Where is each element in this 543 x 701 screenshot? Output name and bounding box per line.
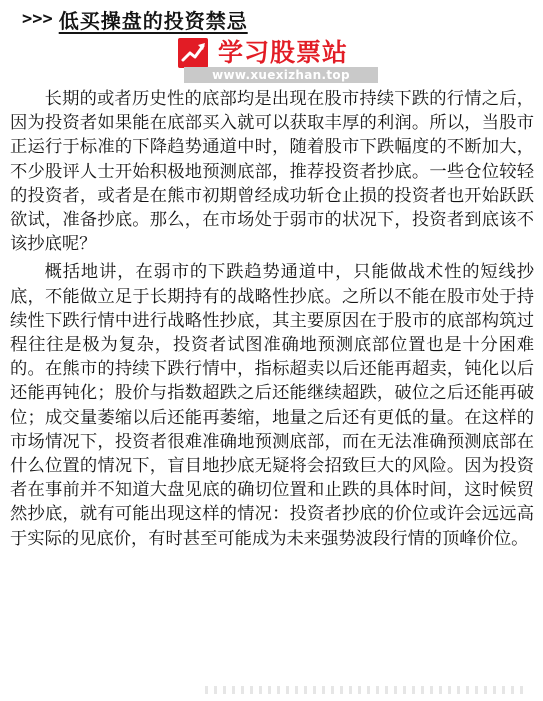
paragraph: 长期的或者历史性的底部均是出现在股市持续下跌的行情之后，因为投资者如果能在底部买入就可以获取丰厚的利润。所以，当股市正运行于标准的下降趋势通道中时，随着股市下跌幅度的不断加大，不少股评人士开始积极地预测底部，推荐投资者抄底。一些仓位较轻的投资者，或者是在熊市初期曾经成功斩仓止损的投资者也开始跃跃欲试，准备抄底。那么，在市场处于弱市的状况下，投资者到底该不该抄底呢？ [10, 89, 534, 255]
scan-noise [205, 686, 525, 694]
paragraph: 概括地讲，在弱市的下跌趋势通道中，只能做战术性的短线抄底，不能做立足于长期持有的战略性抄底。之所以不能在股市处于持续性下跌行情中进行战略性抄底，其主要原因在于股市的底部构筑过程往往是极为复杂，投资者试图准确地预测底部位置也是十分困难的。在熊市的持续下跌行情中，指标超卖以后还能再超卖，钝化以后还能再钝化；股价与指数超跌之后还能继续超跌，破位之后还能再破位；成交量萎缩以后还能再萎缩，地量之后还有更低的量。在这样的市场情况下，投资者很难准确地预测底部，而在无法准确预测底部在什么位置的情况下，盲目地抄底无疑将会招致巨大的风险。因为投资者在事前并不知道大盘见底的确切位置和止跌的具体时间，这时候贸然抄底，就有可能出现这样的情况：投资者抄底的价位或许会远远高于实际的见底价，有时甚至可能成为未来强势波段行情的顶峰价位。 [10, 262, 534, 549]
rising-chart-icon [178, 38, 208, 68]
heading-arrows: >>> [22, 9, 53, 29]
watermark-url: www.xuexizhan.top [184, 67, 378, 83]
page-title: 低买操盘的投资禁忌 [58, 8, 248, 33]
watermark-site-name: 学习股票站 [218, 38, 349, 67]
site-watermark [178, 36, 378, 84]
section-heading [22, 4, 248, 34]
article-body [10, 87, 534, 555]
